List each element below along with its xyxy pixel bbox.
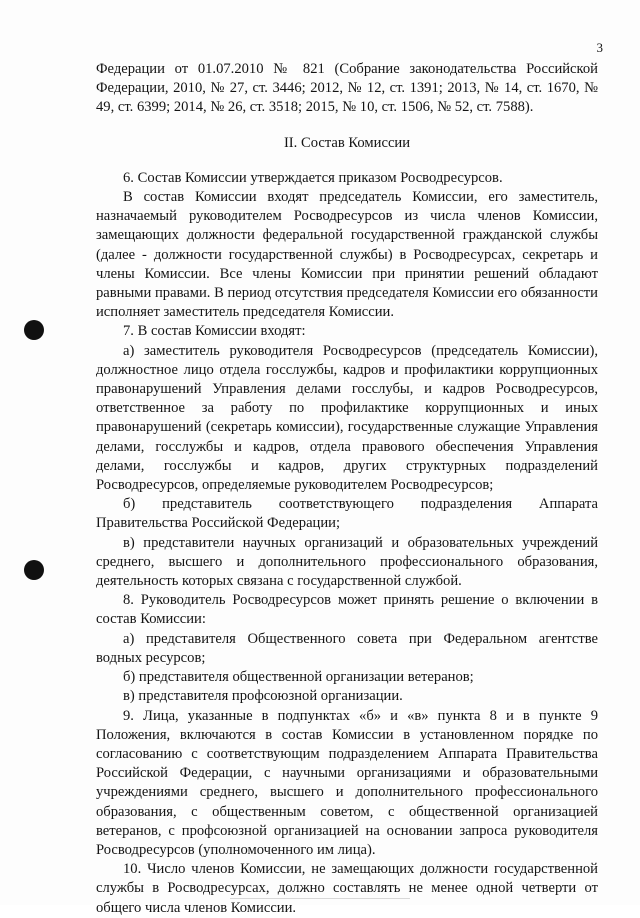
punch-hole-mark — [24, 560, 44, 580]
paragraph-7v: в) представители научных организаций и образовательных учреждений среднего, высшего и дополнительного профессионального образования, деятельность которых связана с государственной службой. — [96, 534, 598, 590]
section-heading: II. Состав Комиссии — [283, 134, 411, 151]
intro-paragraph: Федерации от 01.07.2010 № 821 (Собрание законодательства Российской Федерации, 2010, № 27, ст. 3446; 2012, № 12, ст. 1391; 2013, № 14, ст. 1670, № 49, ст. 6399; 2014, № 26, ст. 3518; 2015, № 10, ст. 1506, № 52, ст. 7588). — [96, 61, 598, 116]
paragraph-10: 10. Число членов Комиссии, не замещающих должности государственной службы в Росводресурсах, должно составлять не менее одной четверти от общего числа членов Комиссии. — [96, 861, 598, 916]
paragraph-6: 6. Состав Комиссии утверждается приказом Росводресурсов. — [123, 169, 503, 186]
punch-hole-mark — [24, 320, 44, 340]
document-body — [96, 60, 598, 918]
paragraph-9: 9. Лица, указанные в подпунктах «б» и «в» пункта 8 и в пункте 9 Положения, включаются в состав Комиссии в установленном порядке по согласованию с соответствующим подразделением Аппарата Правительства Российской Федерации, с научными организациями и образовательными учреждениями среднего, высшего и дополнительного профессионального образования, с общественным советом, с общественной организацией ветеранов, с профсоюзной организацией на основании запроса руководителя Росводресурсов (уполномоченного им лица). — [96, 707, 598, 858]
paragraph-8: 8. Руководитель Росводресурсов может принять решение о включении в состав Комиссии: — [96, 592, 598, 628]
paragraph-8b: б) представителя общественной организации ветеранов; — [123, 669, 474, 686]
paragraph-7: 7. В состав Комиссии входят: — [123, 323, 306, 340]
paragraph-7a: а) заместитель руководителя Росводресурсов (председатель Комиссии), должностное лицо отдела госслужбы, кадров и профилактики коррупционных правонарушений Управления делами госслубы, и кадров Росводресурсов, ответственное за работу по профилактике коррупционных и иных правонарушений (секретарь комиссии), государственные служащие Управления делами, госслужбы и кадров, отдела правового обеспечения Управления делами, госслужбы и кадров, других структурных подразделений Росводресурсов, определяемые руководителем Росводресурсов; — [96, 342, 598, 494]
paragraph-8a: а) представителя Общественного совета при Федеральном агентстве водных ресурсов; — [96, 630, 598, 666]
paragraph-composition: В состав Комиссии входят председатель Комиссии, его заместитель, назначаемый руководителем Росводресурсов из числа членов Комиссии, замещающих должности федеральной государственной гражданской службы (далее - должности государственной службы) в Росводресурсах, секретарь и члены Комиссии. Все члены Комиссии при принятии решений обладают равными правами. В период отсутствия председателя Комиссии его обязанности исполняет заместитель председателя Комиссии. — [96, 189, 598, 321]
scan-edge-line — [230, 898, 410, 899]
paragraph-7b: б) представитель соответствующего подразделения Аппарата Правительства Российской Федерации; — [96, 496, 598, 532]
paragraph-8v: в) представителя профсоюзной организации. — [123, 688, 403, 705]
page-number: 3 — [596, 40, 603, 55]
